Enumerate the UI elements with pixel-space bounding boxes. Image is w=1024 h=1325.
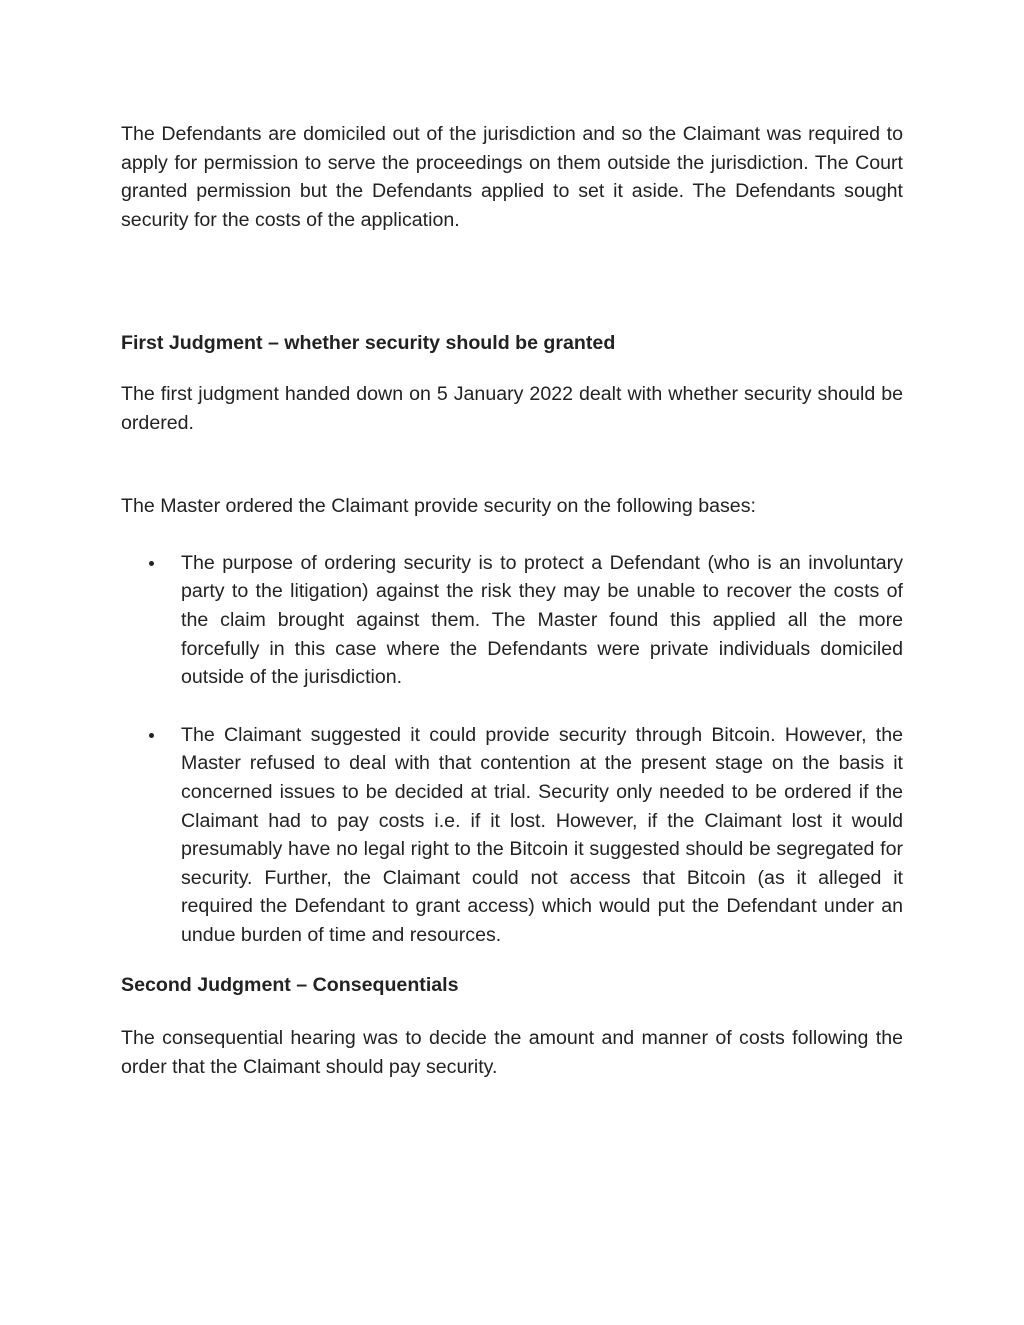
master-ordered-paragraph: The Master ordered the Claimant provide security on the following bases: [121, 495, 756, 518]
bullet-dot-icon [149, 561, 154, 566]
list-item-text: The purpose of ordering security is to protect a Defendant (who is an involuntary party to the litigation) against the risk they may be unable to recover the costs of the claim brought against them. The Master found this applied all the more forcefully in this case where the Defendants were private individuals domiciled outside of the jurisdiction. [181, 551, 903, 689]
list-item-text: The Claimant suggested it could provide security through Bitcoin. However, the Master refused to deal with that contention at the present stage on the basis it concerned issues to be decided at trial. Security only needed to be ordered if the Claimant had to pay costs i.e. if it lost. However, if the Claimant lost it would presumably have no legal right to the Bitcoin it suggested should be segregated for security. Further, the Claimant could not access that Bitcoin (as it alleged it required the Defendant to grant access) which would put the Defendant under an undue burden of time and resources. [181, 723, 903, 946]
list-item [121, 549, 903, 692]
first-judgment-paragraph: The first judgment handed down on 5 January 2022 dealt with whether security should be ordered. [121, 382, 903, 434]
bullet-dot-icon [149, 733, 154, 738]
list-item [121, 721, 903, 950]
intro-paragraph: The Defendants are domiciled out of the jurisdiction and so the Claimant was required to apply for permission to serve the proceedings on them outside the jurisdiction. The Court granted permission but the Defendants applied to set it aside. The Defendants sought security for the costs of the application. [121, 123, 903, 231]
security-bases-list [121, 549, 903, 950]
second-judgment-heading: Second Judgment – Consequentials [121, 974, 459, 997]
first-judgment-heading: First Judgment – whether security should be granted [121, 332, 616, 355]
consequential-paragraph: The consequential hearing was to decide the amount and manner of costs following the order that the Claimant should pay security. [121, 1027, 903, 1078]
document-page [121, 120, 903, 1081]
